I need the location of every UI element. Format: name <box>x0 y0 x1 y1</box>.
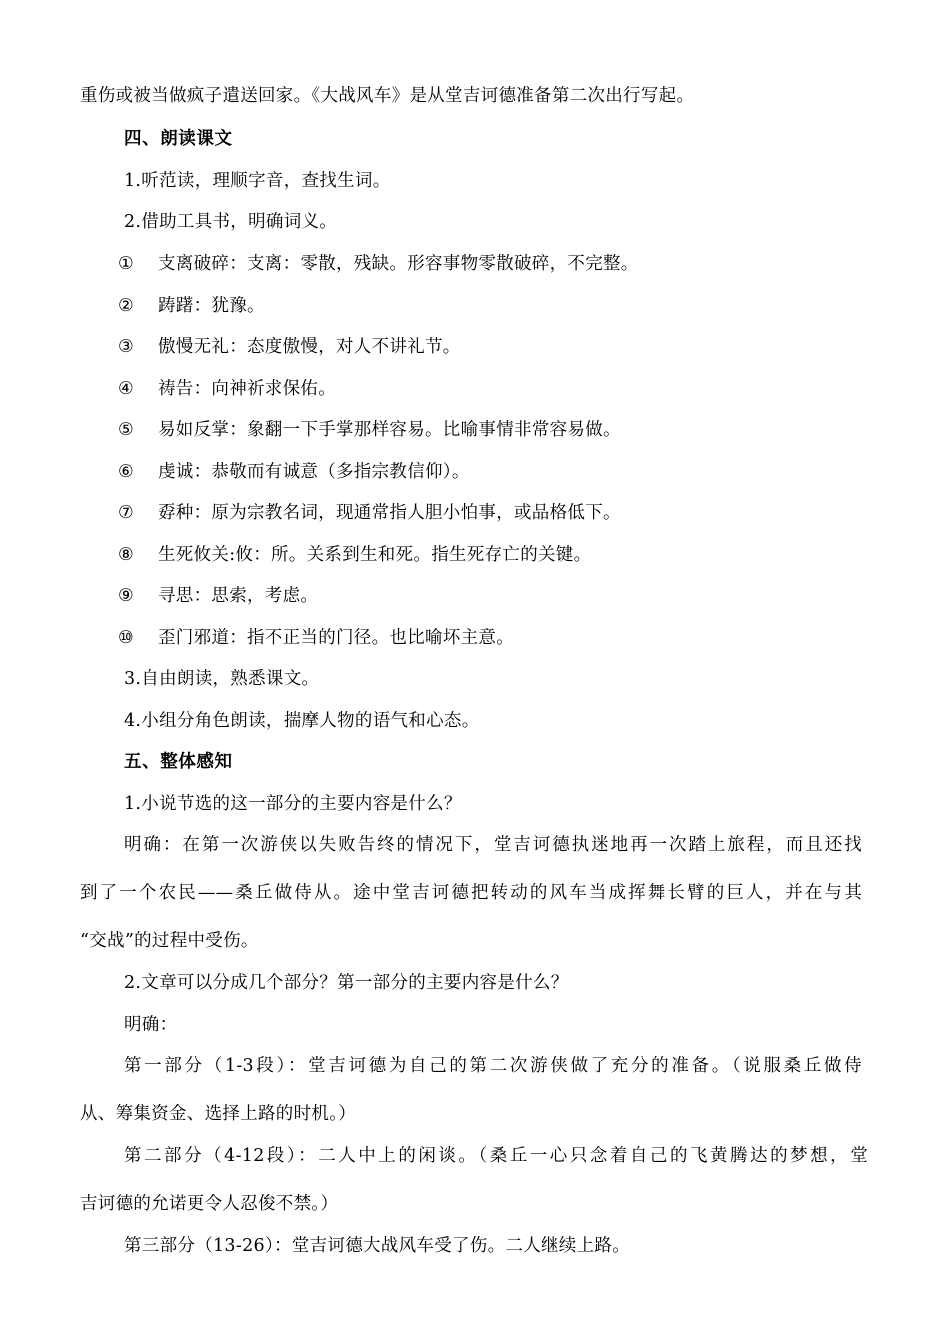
vocab-item <box>0 335 950 359</box>
step-dictionary: 2.借助工具书，明确词义。 <box>124 212 338 232</box>
answer-1-line-3: “交战”的过程中受伤。 <box>80 931 259 951</box>
vocab-text: 祷告：向神祈求保佑。 <box>158 379 336 399</box>
vocab-text: 歪门邪道：指不正当的门径。也比喻坏主意。 <box>158 628 514 648</box>
number-marker: ③ <box>118 337 134 357</box>
question-1: 1.小说节选的这一部分的主要内容是什么？ <box>124 794 462 814</box>
vocab-text: 傲慢无礼：态度傲慢，对人不讲礼节。 <box>158 337 461 357</box>
number-marker: ⑤ <box>118 420 134 440</box>
section-heading-overview: 五、整体感知 <box>124 752 233 772</box>
vocab-item <box>0 377 950 401</box>
vocab-item <box>0 460 950 484</box>
number-marker: ② <box>118 296 134 316</box>
step-free-reading: 3.自由朗读，熟悉课文。 <box>124 669 320 689</box>
vocab-text: 踌躇：犹豫。 <box>158 296 265 316</box>
vocab-text: 孬种：原为宗教名词，现通常指人胆小怕事，或品格低下。 <box>158 503 621 523</box>
vocab-item <box>0 584 950 608</box>
vocab-text: 生死攸关:攸：所。关系到生和死。指生死存亡的关键。 <box>158 545 592 565</box>
question-2: 2.文章可以分成几个部分？第一部分的主要内容是什么？ <box>124 973 569 993</box>
number-marker: ⑩ <box>118 628 134 648</box>
vocab-item <box>0 294 950 318</box>
vocab-text: 虔诚：恭敬而有诚意（多指宗教信仰）。 <box>158 462 470 482</box>
vocab-item <box>0 543 950 567</box>
vocab-item <box>0 252 950 276</box>
step-listen: 1.听范读，理顺字音，查找生词。 <box>124 171 391 191</box>
vocab-item <box>0 501 950 525</box>
part-3-line-1: 第三部分（13-26）：堂吉诃德大战风车受了伤。二人继续上路。 <box>124 1236 630 1256</box>
vocab-item <box>0 626 950 650</box>
number-marker: ⑧ <box>118 545 134 565</box>
section-heading-reading: 四、朗读课文 <box>124 129 233 149</box>
answer-2-label: 明确： <box>124 1015 178 1035</box>
number-marker: ⑥ <box>118 462 134 482</box>
step-role-reading: 4.小组分角色朗读，揣摩人物的语气和心态。 <box>124 711 480 731</box>
number-marker: ④ <box>118 379 134 399</box>
number-marker: ① <box>118 254 134 274</box>
vocab-text: 易如反掌：象翻一下手掌那样容易。比喻事情非常容易做。 <box>158 420 621 440</box>
part-1-line-1: 第一部分（1-3段）：堂吉诃德为自己的第二次游侠做了充分的准备。（说服桑丘做侍 <box>124 1056 862 1076</box>
part-2-line-1: 第二部分（4-12段）：二人中上的闲谈。（桑丘一心只念着自己的飞黄腾达的梦想，堂 <box>124 1146 868 1166</box>
part-1-line-2: 从、筹集资金、选择上路的时机。） <box>80 1104 357 1124</box>
answer-1-line-2: 到了一个农民——桑丘做侍从。途中堂吉诃德把转动的风车当成挥舞长臂的巨人，并在与其 <box>80 883 862 903</box>
answer-1-line-1: 明确：在第一次游侠以失败告终的情况下，堂吉诃德执迷地再一次踏上旅程，而且还找 <box>124 835 862 855</box>
vocab-item <box>0 418 950 442</box>
vocab-text: 支离破碎：支离：零散，残缺。形容事物零散破碎，不完整。 <box>158 254 639 274</box>
paragraph-continuation: 重伤或被当做疯子遣送回家。《大战风车》是从堂吉诃德准备第二次出行写起。 <box>80 86 695 106</box>
part-2-line-2: 吉诃德的允诺更令人忍俊不禁。） <box>80 1194 339 1214</box>
number-marker: ⑨ <box>118 586 134 606</box>
number-marker: ⑦ <box>118 503 134 523</box>
vocab-text: 寻思：思索，考虑。 <box>158 586 319 606</box>
